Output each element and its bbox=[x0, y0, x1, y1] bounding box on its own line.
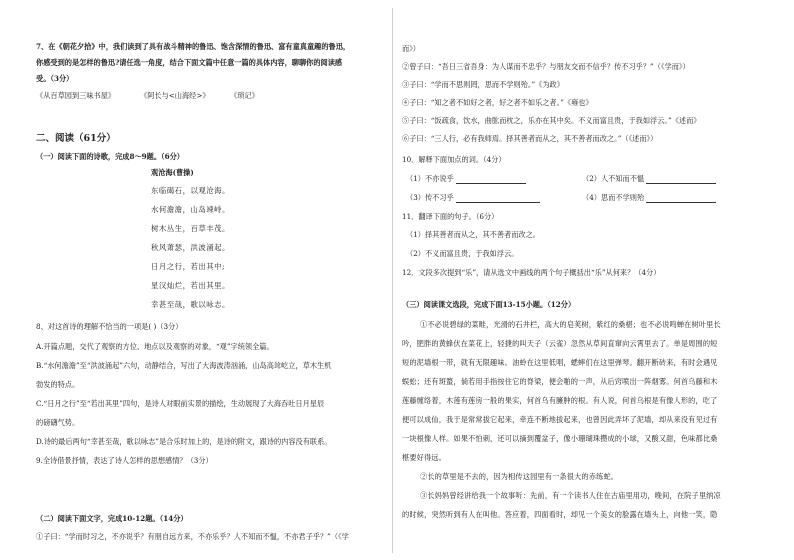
answer-blank[interactable] bbox=[456, 176, 526, 184]
analects-5: ⑤子曰：“饭疏食，饮水，曲肱而枕之，乐亦在其中矣。不义而富且贵，于我如浮云。”《述而》 bbox=[402, 116, 701, 125]
analects-4: ④子曰：“知之者不如好之者，好之者不如乐之者。”《雍也》 bbox=[402, 98, 593, 107]
passage-line: 短的泥墙根一带，就有无限趣味。油蛉在这里低唱，蟋蟀们在这里弹琴。翻开断砖来，有时会遇见 bbox=[402, 358, 718, 367]
q7-line2: 你感受到的是怎样的鲁迅?请任选一角度，结合下面文篇中任意一篇的具体内容，聊聊你的阅读感 bbox=[36, 58, 343, 67]
poem-title: 观沧海(曹操) bbox=[151, 168, 194, 177]
analects-6: ⑥子曰：“三人行，必有我师焉。择其善者而从之，其不善者而改之。”（《述而》） bbox=[402, 134, 658, 143]
q8-stem: 8、对这首诗的理解不恰当的一项是( )（3分） bbox=[36, 322, 183, 331]
poem-line: 日月之行，若出其中; bbox=[151, 262, 226, 271]
section-2-title: 二、阅读（61分） bbox=[36, 133, 116, 144]
reading-1-title: （一）阅读下面的诗歌，完成8～9题。（6分） bbox=[36, 152, 184, 161]
q7-line1: 7、在《朝花夕拾》中，我们读到了具有战斗精神的鲁迅、饱含深情的鲁迅、富有童真童趣的鲁迅， bbox=[36, 42, 351, 51]
q11-item: （2）不义而富且贵，于我如浮云。 bbox=[406, 249, 519, 258]
q8-option-c-cont: 的磅礴气势。 bbox=[36, 418, 80, 427]
q8-option-b: B.“水何澹澹”至“洪波涌起”六句，动静结合，写出了大海波涛汹涌，山岛高耸屹立，草木生机 bbox=[36, 361, 332, 370]
passage-line: ②长的草里是不去的，因为相传这园里有一条很大的赤练蛇。 bbox=[420, 472, 619, 481]
analects-1-cont: 而》） bbox=[402, 44, 420, 53]
reading-3-title: （三）阅读课文选段，完成下面13-15小题。（12分） bbox=[402, 300, 576, 309]
poem-line: 幸甚至哉，歌以咏志。 bbox=[151, 300, 230, 309]
analects-2: ②曾子曰：“吾日三省吾身：为人谋而不忠乎？与朋友交而不信乎？传不习乎？”（《学而》） bbox=[402, 62, 690, 71]
answer-blank[interactable] bbox=[456, 195, 540, 203]
poem-line: 星汉灿烂，若出其里。 bbox=[151, 281, 230, 290]
q10-stem: 10．解释下面加点的词。（4分） bbox=[402, 155, 506, 164]
analects-3: ③子曰：“学而不思则罔，思而不学则殆。”《为政》 bbox=[402, 80, 564, 89]
passage-line: 一块根像人样。如果不怕刺，还可以摘到覆盆子，像小珊瑚珠攒成的小球，又酸又甜，色味都比桑 bbox=[402, 434, 718, 443]
q10-item: （3）传不习乎 bbox=[406, 193, 540, 203]
poem-line: 树木丛生，百草丰茂。 bbox=[151, 224, 230, 233]
q8-option-d: D.诗的最后两句“幸甚至哉，歌以咏志”是合乐时加上的，是诗的附文，跟诗的内容没有联系。 bbox=[36, 437, 332, 446]
q9-stem: 9.全诗借景抒情，表达了诗人怎样的思想感情？（3分） bbox=[36, 456, 213, 465]
passage-line: 便可以成仙，我于是常常拔它起来，牵连不断地拔起来，也曾因此弄坏了泥墙，却从来没有见过有 bbox=[402, 415, 718, 424]
passage-line: 莲藤缠络着，木莲有莲房一般的果实，何首乌有臃肿的根。有人说，何首乌根是有像人形的，吃了 bbox=[402, 396, 718, 405]
q7-option-1: 《从百草园到三味书屋》 bbox=[36, 91, 116, 100]
passage-line: 蜈蚣；还有斑蝥，倘若用手指按住它的脊梁，便会啪的一声，从后窍喷出一阵烟雾。何首乌藤和木 bbox=[402, 377, 718, 386]
q10-item: （4）思而不学则殆 bbox=[582, 193, 716, 203]
answer-blank[interactable] bbox=[646, 195, 716, 203]
q11-item: （1）择其善者而从之，其不善者而改之。 bbox=[406, 230, 540, 239]
poem-line: 东临碣石，以观沧海。 bbox=[151, 186, 230, 195]
q8-option-a: A.开篇点题，交代了观察的方位、地点以及观察的对象，“观”字统领全篇。 bbox=[36, 342, 274, 351]
q7-option-3: 《琐记》 bbox=[230, 91, 259, 100]
q7-option-2: 《阿长与<山海经>》 bbox=[140, 91, 210, 100]
column-divider bbox=[392, 8, 393, 553]
passage-line: 吟，肥胖的黄蜂伏在菜花上，轻捷的叫天子（云雀）忽然从草间直窜向云霄里去了。单是周围的短 bbox=[402, 339, 718, 348]
reading-2-title: （二）阅读下面文字，完成10-12题。（14分） bbox=[36, 514, 188, 523]
poem-line: 秋风萧瑟，洪波涌起。 bbox=[151, 243, 230, 252]
passage-line: 椹要好得远。 bbox=[402, 453, 447, 462]
q12-stem: 12．文段多次提到“乐”，请从选文中画线的两个句子概括出“乐”从何来？（4分） bbox=[402, 268, 661, 277]
passage-line: ③长妈妈曾经讲给我一个故事听：先前，有一个读书人住在古庙里用功，晚间，在院子里纳凉 bbox=[420, 491, 721, 500]
q10-item: （1）不亦说乎 bbox=[406, 174, 526, 184]
analects-1: ①子曰：“学而时习之，不亦说乎？有朋自远方来，不亦乐乎？人不知而不愠，不亦君子乎？”（《学 bbox=[36, 532, 349, 541]
q10-item: （2）人不知而不愠 bbox=[582, 174, 716, 184]
passage-line: 的时候，突然听到有人在叫他。答应着，四面看时，却见一个美女的脸露在墙头上，向他一笑，隐 bbox=[402, 510, 718, 519]
answer-blank[interactable] bbox=[646, 176, 716, 184]
q8-option-b-cont: 勃发的特点。 bbox=[36, 380, 80, 389]
poem-line: 水何澹澹，山岛竦峙。 bbox=[151, 205, 230, 214]
passage-line: ①不必说碧绿的菜畦，光滑的石井栏，高大的皂荚树，紫红的桑椹；也不必说鸣蝉在树叶里长 bbox=[420, 320, 721, 329]
q11-stem: 11．翻译下面的句子。（6分） bbox=[402, 212, 499, 221]
q8-option-c: C.“日月之行”至“若出其里”四句，是诗人对眼前实景的描绘，生动展现了大海吞吐日月星辰 bbox=[36, 399, 325, 408]
q7-line3: 受。（3分） bbox=[36, 74, 74, 83]
